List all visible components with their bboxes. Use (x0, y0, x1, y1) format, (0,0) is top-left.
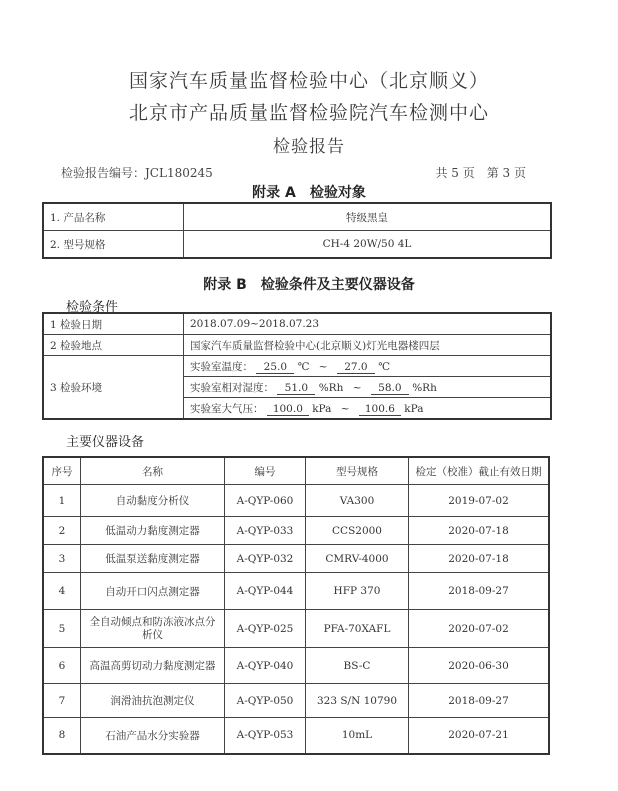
test-conditions-table (42, 312, 552, 420)
test-date-value: 2018.07.09~2018.07.23 (184, 313, 552, 335)
instrument-model: BS-C (306, 648, 409, 684)
instrument-valid-date: 2020-07-18 (409, 517, 550, 545)
table-row (43, 356, 551, 377)
temperature-value (184, 356, 552, 377)
instrument-valid-date: 2020-07-18 (409, 545, 550, 573)
instrument-name: 石油产品水分实验器 (81, 718, 225, 754)
pressure-prefix: 实验室大气压： (190, 402, 264, 415)
header-valid-date: 检定（校准）截止有效日期 (409, 457, 550, 485)
pressure-separator: ~ (340, 402, 350, 415)
instrument-no: 8 (43, 718, 81, 754)
instrument-name: 自动黏度分析仪 (81, 485, 225, 517)
table-row (43, 485, 549, 517)
humidity-unit-min: %Rh (318, 381, 344, 394)
header-code: 编号 (225, 457, 306, 485)
instrument-code: A-QYP-025 (225, 610, 306, 648)
instrument-name: 润滑油抗泡测定仪 (81, 684, 225, 718)
model-spec-value: CH-4 20W/50 4L (184, 231, 552, 259)
test-object-table (42, 202, 552, 259)
report-title: 检验报告 (273, 137, 345, 157)
test-place-label: 2 检验地点 (43, 335, 184, 356)
instrument-no: 7 (43, 684, 81, 718)
conditions-title: 检验条件 (66, 300, 119, 315)
instrument-model: 323 S/N 10790 (306, 684, 409, 718)
table-row (43, 684, 549, 718)
pressure-unit-max: kPa (404, 402, 424, 415)
table-row (43, 648, 549, 684)
instrument-valid-date: 2018-09-27 (409, 573, 550, 610)
instrument-model: CCS2000 (306, 517, 409, 545)
humidity-max: 58.0 (371, 382, 409, 395)
instrument-name: 自动开口闪点测定器 (81, 573, 225, 610)
instrument-name: 全自动倾点和防冻液冰点分析仪 (81, 610, 225, 648)
instrument-model: CMRV-4000 (306, 545, 409, 573)
temperature-unit-min: ℃ (297, 360, 310, 373)
table-row (43, 610, 549, 648)
header-line-1: 国家汽车质量监督检验中心（北京顺义） (128, 70, 489, 92)
header-name: 名称 (81, 457, 225, 485)
instrument-valid-date: 2020-06-30 (409, 648, 550, 684)
appendix-b-title: 附录 B 检验条件及主要仪器设备 (203, 277, 415, 293)
instrument-no: 5 (43, 610, 81, 648)
temperature-unit-max: ℃ (378, 360, 391, 373)
instrument-model: VA300 (306, 485, 409, 517)
instruments-table (42, 456, 550, 755)
temperature-max: 27.0 (337, 361, 375, 374)
table-row (43, 335, 551, 356)
table-row (43, 231, 551, 259)
instrument-code: A-QYP-032 (225, 545, 306, 573)
pressure-value (184, 398, 552, 420)
instrument-no: 4 (43, 573, 81, 610)
pressure-unit-min: kPa (312, 402, 332, 415)
instrument-code: A-QYP-033 (225, 517, 306, 545)
table-row (43, 313, 551, 335)
instruments-title: 主要仪器设备 (66, 435, 145, 450)
instrument-valid-date: 2020-07-02 (409, 610, 550, 648)
instrument-code: A-QYP-053 (225, 718, 306, 754)
humidity-separator: ~ (352, 381, 362, 394)
instrument-no: 6 (43, 648, 81, 684)
instrument-code: A-QYP-044 (225, 573, 306, 610)
instrument-code: A-QYP-060 (225, 485, 306, 517)
report-number: 检验报告编号：JCL180245 (61, 166, 213, 180)
humidity-unit-max: %Rh (412, 381, 437, 394)
instrument-code: A-QYP-050 (225, 684, 306, 718)
instrument-no: 2 (43, 517, 81, 545)
instrument-model: HFP 370 (306, 573, 409, 610)
temperature-min: 25.0 (256, 361, 294, 374)
appendix-a-title: 附录 A 检验对象 (252, 185, 366, 201)
instrument-code: A-QYP-040 (225, 648, 306, 684)
pressure-max: 100.6 (359, 403, 401, 416)
product-name-value: 特级黑皇 (184, 203, 552, 231)
model-spec-label: 2. 型号规格 (43, 231, 184, 259)
table-row (43, 573, 549, 610)
humidity-prefix: 实验室相对湿度： (190, 381, 274, 394)
humidity-min: 51.0 (277, 382, 315, 395)
test-env-label: 3 检验环境 (43, 356, 184, 420)
table-row (43, 517, 549, 545)
instrument-name: 低温泵送黏度测定器 (81, 545, 225, 573)
instrument-no: 3 (43, 545, 81, 573)
table-row (43, 545, 549, 573)
instrument-valid-date: 2018-09-27 (409, 684, 550, 718)
table-header-row (43, 457, 549, 485)
header-model: 型号规格 (306, 457, 409, 485)
page-info: 共 5 页 第 3 页 (435, 166, 526, 180)
instrument-name: 高温高剪切动力黏度测定器 (81, 648, 225, 684)
instrument-valid-date: 2019-07-02 (409, 485, 550, 517)
humidity-value (184, 377, 552, 398)
header-no: 序号 (43, 457, 81, 485)
pressure-min: 100.0 (267, 403, 309, 416)
test-date-label: 1 检验日期 (43, 313, 184, 335)
instrument-model: PFA-70XAFL (306, 610, 409, 648)
temperature-separator: ~ (318, 360, 328, 373)
instrument-name: 低温动力黏度测定器 (81, 517, 225, 545)
instrument-no: 1 (43, 485, 81, 517)
header-line-2: 北京市产品质量监督检验院汽车检测中心 (128, 102, 489, 124)
table-row (43, 203, 551, 231)
instrument-valid-date: 2020-07-21 (409, 718, 550, 754)
instrument-model: 10mL (306, 718, 409, 754)
test-place-value: 国家汽车质量监督检验中心(北京顺义)灯光电器楼四层 (184, 335, 552, 356)
table-row (43, 718, 549, 754)
product-name-label: 1. 产品名称 (43, 203, 184, 231)
temperature-prefix: 实验室温度： (190, 360, 253, 373)
